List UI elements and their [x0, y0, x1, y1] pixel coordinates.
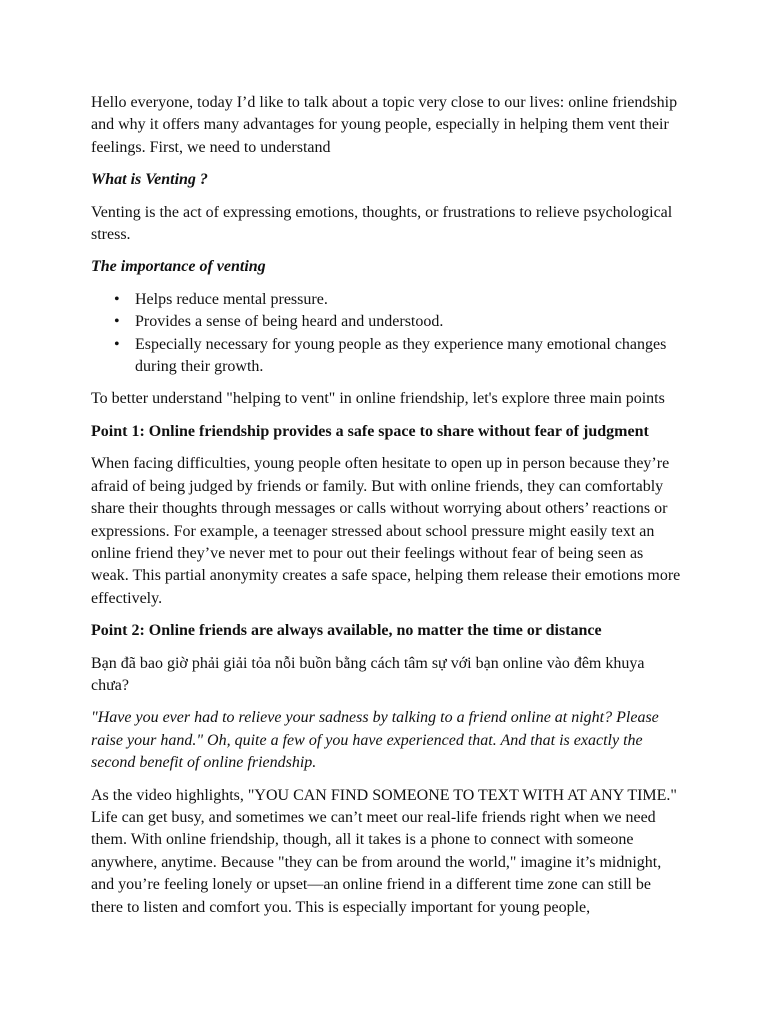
point1-body-paragraph: When facing difficulties, young people often hesitate to open up in person because they’re afraid of being judged by friends or family. But with online friends, they can comfortably share their thoughts through messages or calls without worrying about others’ reactions or expressions. For example, a teenager stressed about school pressure might easily text an online friend they’ve never met to pour out their feelings without fear of being seen as weak. This partial anonymity creates a safe space, helping them release their emotions more effectively. — [91, 455, 681, 607]
point2-body-paragraph: As the video highlights, "YOU CAN FIND SOMEONE TO TEXT WITH AT ANY TIME." Life can get busy, and sometimes we can’t meet our real-life friends right when we need them. With online friendship, though, all it takes is a phone to connect with someone anywhere, anytime. Because "they can be from around the world," imagine it’s midnight, and you’re feeling lonely or upset—an online friend in a different time zone can still be there to listen and comfort you. This is especially important for young people, — [91, 786, 677, 916]
bullet-item — [114, 311, 683, 333]
point1-heading: Point 1: Online friendship provides a safe space to share without fear of judgment — [91, 422, 649, 440]
point2-quote-paragraph: "Have you ever had to relieve your sadness by talking to a friend online at night? Please raise your hand." Oh, quite a few of you have experienced that. And that is exactly the second benefit of online friendship. — [91, 709, 659, 772]
transition-paragraph: To better understand "helping to vent" in online friendship, let's explore three main points — [91, 390, 665, 408]
bullet-item — [114, 289, 683, 311]
what-is-venting-heading: What is Venting ? — [91, 171, 208, 189]
importance-bullet-list — [91, 289, 683, 379]
importance-heading: The importance of venting — [91, 258, 266, 276]
bullet-icon: • — [114, 335, 120, 353]
bullet-text: Provides a sense of being heard and understood. — [135, 313, 444, 331]
bullet-icon: • — [114, 313, 120, 331]
document-page — [91, 92, 683, 929]
bullet-item — [114, 334, 683, 379]
bullet-icon: • — [114, 290, 120, 308]
intro-paragraph: Hello everyone, today I’d like to talk about a topic very close to our lives: online friendship and why it offers many advantages for young people, especially in helping them vent their feelings. First, we need to understand — [91, 94, 678, 156]
venting-definition-paragraph: Venting is the act of expressing emotions, thoughts, or frustrations to relieve psychological stress. — [91, 203, 673, 244]
bullet-text: Especially necessary for young people as they experience many emotional changes during their growth. — [135, 335, 667, 376]
point2-heading: Point 2: Online friends are always available, no matter the time or distance — [91, 622, 602, 640]
bullet-text: Helps reduce mental pressure. — [135, 290, 328, 308]
point2-vietnamese-paragraph: Bạn đã bao giờ phải giải tỏa nỗi buồn bằng cách tâm sự với bạn online vào đêm khuya chưa? — [91, 654, 645, 694]
